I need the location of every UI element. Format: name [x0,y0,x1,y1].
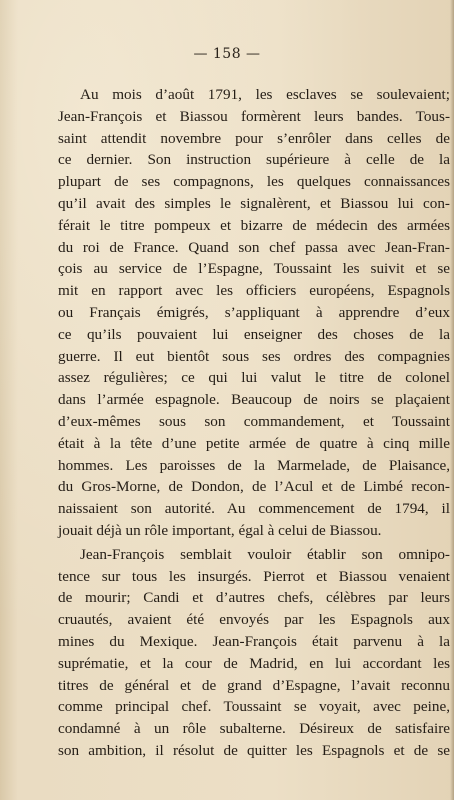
text-line: hommes. Les paroisses de la Marmelade, de Plaisance, [58,456,450,474]
text-line: ce qu’ils pouvaient lui enseigner des choses de la [58,325,450,343]
text-line: férait le titre pompeux et bizarre de médecin des armées [58,216,450,234]
text-line: d’eux-mêmes sous son commandement, et Toussaint [58,412,450,430]
text-line: Jean-François et Biassou formèrent leurs bandes. Tous- [58,107,450,125]
text-line: jouait déjà un rôle important, égal à celui de Biassou. [58,521,382,539]
text-line: çois au service de l’Espagne, Toussaint les suivit et se [58,260,450,278]
page-edge-shadow [450,0,454,800]
text-line: ou Français émigrés, s’appliquant à apprendre d’eux [58,303,450,321]
text-line: assez régulières; ce qui lui valut le titre de colonel [58,369,450,387]
text-line: ce dernier. Son instruction supérieure à celle de la [58,151,450,169]
text-line: plupart de ses compagnons, les quelques connaissances [58,173,450,191]
text-line: était à la tête d’une petite armée de quatre à cinq mille [58,434,450,452]
text-line: qu’il avait des simples le signalèrent, et Biassou lui con- [58,194,450,212]
text-line: suprématie, et la cour de Madrid, en lui accordant les [58,654,450,672]
text-line: du Gros-Morne, de Dondon, de l’Acul et de Limbé recon- [58,478,450,496]
text-line: cruautés, avaient été envoyés par les Espagnols aux [58,611,450,629]
text-line: Jean-François semblait vouloir établir son omnipo- [80,545,450,563]
text-line: tence sur tous les insurgés. Pierrot et Biassou venaient [58,567,450,585]
text-line: guerre. Il eut bientôt sous ses ordres des compagnies [58,347,450,365]
text-line: mines du Mexique. Jean-François était parvenu à la [58,632,450,650]
text-line: naissaient son autorité. Au commencement de 1794, il [58,500,450,518]
text-line: titres de général et de grand d’Espagne, l’avait reconnu [58,676,450,694]
text-line: dans l’armée espagnole. Beaucoup de noirs se plaçaient [58,391,450,409]
text-line: condamné à un rôle subalterne. Désireux de satisfaire [58,720,450,738]
text-line: son ambition, il résolut de quitter les Espagnols et de se [58,741,450,759]
page-number: — 158 — [193,46,261,62]
body-text [58,84,450,762]
text-line: saint attendit novembre pour s’enrôler dans celles de [58,129,450,147]
text-line: mit en rapport avec les officiers européens, Espagnols [58,282,450,300]
text-line: de mourir; Candi et d’autres chefs, célèbres par leurs [58,589,450,607]
text-line: Au mois d’août 1791, les esclaves se soulevaient; [80,86,450,103]
text-line: du roi de France. Quand son chef passa avec Jean-Fran- [58,238,450,256]
text-line: comme principal chef. Toussaint se voyait, avec peine, [58,698,450,716]
